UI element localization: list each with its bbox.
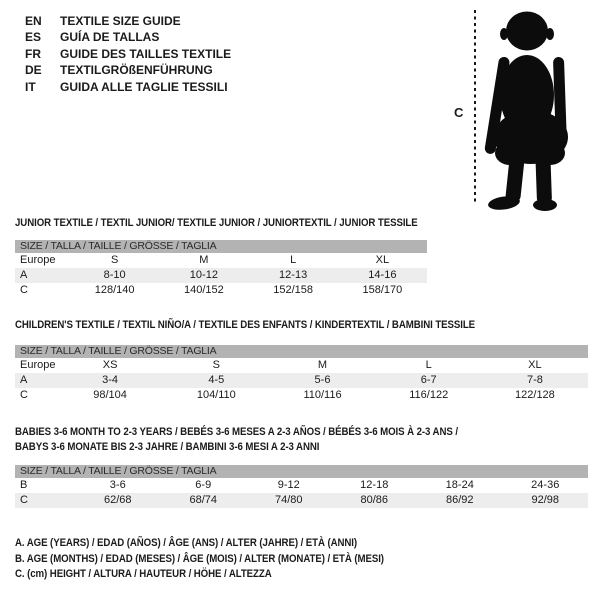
- table-cell: S: [110, 254, 119, 266]
- language-legend: [25, 13, 231, 95]
- table-cell: 3-6: [109, 479, 126, 491]
- row-label: B: [20, 479, 28, 491]
- table-cell: 92/98: [531, 494, 560, 506]
- table-cell: 116/122: [409, 389, 449, 401]
- babies-size-table: [15, 465, 588, 508]
- table-cell: 4-5: [208, 374, 225, 386]
- table-row: [15, 478, 588, 493]
- row-label: A: [20, 269, 28, 281]
- table-cell: 10-12: [189, 269, 218, 281]
- baby-silhouette-icon: [477, 5, 587, 215]
- table-row: [15, 388, 588, 403]
- table-cell: 14-16: [368, 269, 397, 281]
- size-header-bar: SIZE / TALLA / TAILLE / GRÖSSE / TAGLIA: [15, 345, 588, 358]
- table-cell: 98/104: [93, 389, 127, 401]
- height-measure-label: C: [454, 105, 464, 120]
- legend-row-de: [25, 62, 231, 78]
- table-cell: 128/140: [94, 284, 135, 296]
- junior-table-rows: [15, 253, 427, 298]
- children-table-rows: [15, 358, 588, 403]
- table-cell: 68/74: [189, 494, 218, 506]
- lang-label: GUIDA ALLE TAGLIE TESSILI: [60, 79, 228, 94]
- table-cell: 158/170: [362, 284, 403, 296]
- junior-section-title: JUNIOR TEXTILE / TEXTIL JUNIOR/ TEXTILE JUNIOR / JUNIORTEXTIL / JUNIOR TESSILE: [15, 217, 418, 229]
- table-cell: 8-10: [103, 269, 126, 281]
- footnotes: [15, 536, 434, 583]
- size-header-bar: SIZE / TALLA / TAILLE / GRÖSSE / TAGLIA: [15, 240, 427, 253]
- table-cell: 122/128: [515, 389, 555, 401]
- table-cell: 9-12: [277, 479, 300, 491]
- lang-label: TEXTILGRÖßENFÜHRUNG: [60, 63, 213, 78]
- table-cell: 24-36: [531, 479, 560, 491]
- table-cell: XS: [102, 359, 118, 371]
- footnote-a: A. AGE (YEARS) / EDAD (AÑOS) / ÂGE (ANS) / ALTER (JAHRE) / ETÀ (ANNI): [15, 537, 358, 549]
- babies-table-rows: [15, 478, 588, 508]
- babies-title-line1: BABIES 3-6 MONTH TO 2-3 YEARS / BEBÉS 3-6 MESES A 2-3 AÑOS / BÉBÉS 3-6 MOIS À 2-3 ANS /: [15, 426, 458, 438]
- table-row: [15, 253, 427, 268]
- row-label: A: [20, 374, 28, 386]
- junior-size-table: [15, 240, 427, 298]
- lang-code: EN: [25, 14, 42, 28]
- table-row: [15, 373, 588, 388]
- table-row: [15, 358, 588, 373]
- table-cell: 62/68: [103, 494, 132, 506]
- table-cell: L: [425, 359, 432, 371]
- table-cell: 6-9: [195, 479, 212, 491]
- table-cell: 74/80: [274, 494, 303, 506]
- lang-label: GUÍA DE TALLAS: [60, 30, 160, 45]
- footnote-c: C. (cm) HEIGHT / ALTURA / HAUTEUR / HÖHE / ALTEZZA: [15, 568, 272, 580]
- table-cell: 3-4: [102, 374, 119, 386]
- table-cell: 5-6: [314, 374, 331, 386]
- children-section-title: CHILDREN'S TEXTILE / TEXTIL NIÑO/A / TEXTILE DES ENFANTS / KINDERTEXTIL / BAMBINI TESSILE: [15, 319, 476, 331]
- table-cell: 104/110: [196, 389, 236, 401]
- legend-row-fr: [25, 46, 231, 62]
- legend-row-en: [25, 13, 231, 29]
- table-cell: 6-7: [420, 374, 437, 386]
- table-cell: M: [199, 254, 209, 266]
- table-cell: 80/86: [360, 494, 389, 506]
- row-label: Europe: [20, 359, 56, 371]
- table-cell: XL: [375, 254, 390, 266]
- table-cell: M: [317, 359, 328, 371]
- table-cell: 140/152: [183, 284, 224, 296]
- table-cell: 12-13: [279, 269, 308, 281]
- lang-label: GUIDE DES TAILLES TEXTILE: [60, 46, 232, 61]
- table-row: [15, 283, 427, 298]
- table-cell: S: [212, 359, 220, 371]
- lang-code: DE: [25, 63, 42, 78]
- table-cell: 110/116: [303, 389, 342, 401]
- lang-code: IT: [25, 79, 36, 94]
- lang-code: ES: [25, 30, 42, 45]
- children-size-table: [15, 345, 588, 403]
- babies-section-title: [15, 425, 458, 455]
- table-row: [15, 268, 427, 283]
- row-label: C: [20, 389, 28, 401]
- lang-code: FR: [25, 46, 41, 61]
- table-cell: L: [290, 254, 297, 266]
- table-cell: 18-24: [445, 479, 474, 491]
- row-label: C: [20, 284, 28, 296]
- table-cell: XL: [528, 359, 542, 371]
- footnote-b: B. AGE (MONTHS) / EDAD (MESES) / ÂGE (MOIS) / ALTER (MONATE) / ETÀ (MESI): [15, 552, 384, 565]
- size-header-bar: SIZE / TALLA / TAILLE / GRÖSSE / TAGLIA: [15, 465, 588, 478]
- legend-row-it: [25, 79, 231, 95]
- table-cell: 86/92: [445, 494, 474, 506]
- table-row: [15, 493, 588, 508]
- legend-row-es: [25, 29, 231, 45]
- lang-label: TEXTILE SIZE GUIDE: [60, 14, 181, 28]
- table-cell: 152/158: [273, 284, 313, 296]
- babies-title-line2: BABYS 3-6 MONATE BIS 2-3 JAHRE / BAMBINI 3-6 MESI A 2-3 ANNI: [15, 441, 320, 453]
- table-cell: 7-8: [526, 374, 543, 386]
- row-label: C: [20, 494, 28, 506]
- table-cell: 12-18: [360, 479, 389, 491]
- row-label: Europe: [20, 254, 56, 266]
